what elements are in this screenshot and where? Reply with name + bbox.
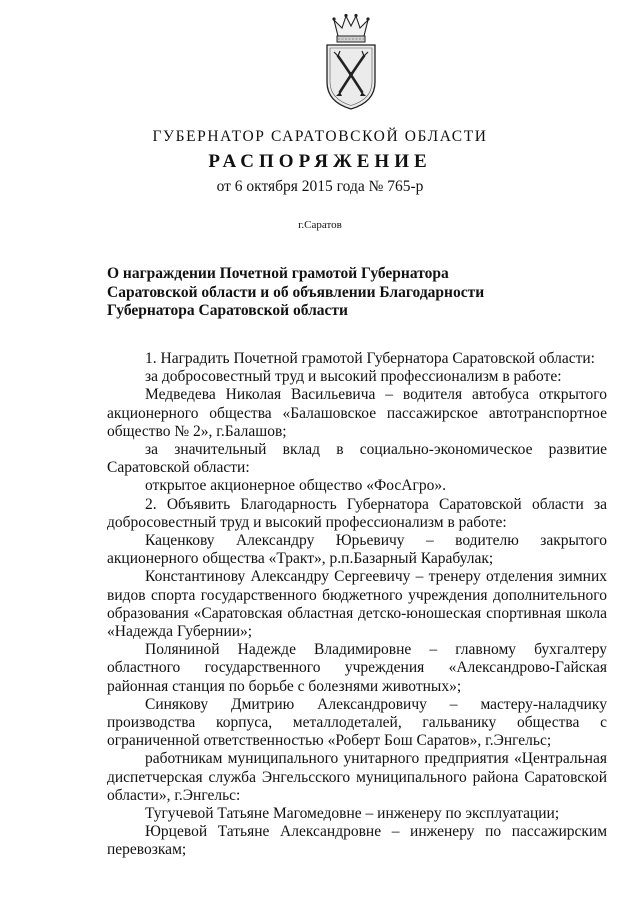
issuing-authority: ГУБЕРНАТОР САРАТОВСКОЙ ОБЛАСТИ — [152, 128, 488, 145]
paragraph-gratitude-item-2: 2. Объявить Благодарность Губернатора Саратовской области за добросовестный труд и высокий профессионализм в работе: — [107, 495, 607, 531]
document-city: г.Саратов — [298, 219, 342, 231]
document-date-number: от 6 октября 2015 года № 765-р — [216, 178, 424, 195]
paragraph-award-item-1: 1. Наградить Почетной грамотой Губернатора Саратовской области: — [145, 350, 595, 367]
paragraph: Синякову Дмитрию Александровичу – мастеру-наладчику производства корпуса, металлодеталей, гальванику общества с ограниченной ответственностью «Роберт Бош Саратов», г.Энгельс; — [107, 695, 607, 750]
subject-line: Губернатора Саратовской области — [107, 302, 348, 319]
paragraph: работникам муниципального унитарного предприятия «Центральная диспетчерская служба Энгельсского муниципального района Саратовской области», г.Энгельс: — [107, 750, 607, 804]
paragraph: Юрцевой Татьяне Александровне – инженеру по пассажирским перевозкам; — [107, 823, 607, 859]
subject-line: О награждении Почетной грамотой Губернатора — [107, 265, 449, 282]
paragraph: Медведева Николая Васильевича – водителя автобуса открытого акционерного общества «Балашовское пассажирское автотранспортное общество № 2», г.Балашов; — [107, 386, 607, 440]
paragraph: за значительный вклад в социально-экономическое развитие Саратовской области: — [107, 441, 607, 477]
document-body — [107, 350, 607, 860]
paragraph: за добросовестный труд и высокий профессионализм в работе: — [145, 368, 562, 386]
paragraph: Константинову Александру Сергеевичу – тренеру отделения зимних видов спорта государственного бюджетного учреждения дополнительного образования «Саратовская областная детско-юношеская спортивная школа «Надежда Губернии»; — [107, 568, 607, 641]
paragraph: Каценкову Александру Юрьевичу – водителю закрытого акционерного общества «Тракт», р.п.Базарный Карабулак; — [107, 532, 607, 568]
paragraph: открытое акционерное общество «ФосАгро». — [145, 477, 446, 495]
coat-of-arms-emblem — [318, 12, 384, 112]
document-subject — [107, 265, 567, 321]
paragraph: Поляниной Надежде Владимировне – главному бухгалтеру областного государственного учреждения «Александрово-Гайская районная станция по борьбе с болезнями животных»; — [107, 641, 607, 695]
paragraph: Тугучевой Татьяне Магомедовне – инженеру по эксплуатации; — [145, 805, 560, 823]
subject-line: Саратовской области и об объявлении Благодарности — [107, 283, 485, 301]
document-type-title: РАСПОРЯЖЕНИЕ — [208, 151, 432, 172]
